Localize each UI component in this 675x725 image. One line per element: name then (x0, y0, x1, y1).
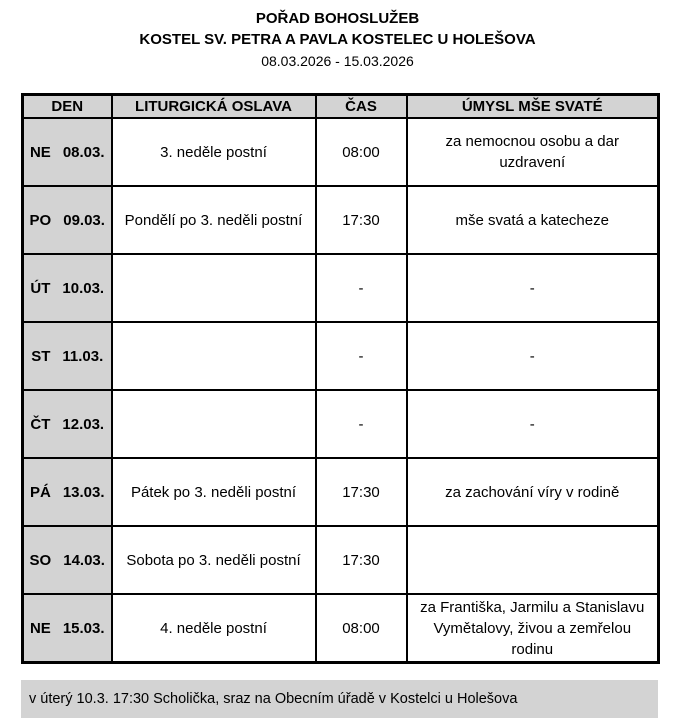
footer-note (21, 680, 658, 718)
day-date: 12.03. (62, 415, 105, 433)
table-row (23, 594, 659, 663)
page-subtitle: KOSTEL SV. PETRA A PAVLA KOSTELEC U HOLEŠOVA (139, 31, 536, 48)
header-row (23, 95, 659, 119)
day-abbrev: PÁ (29, 483, 51, 501)
time-cell: 17:30 (316, 186, 407, 254)
day-abbrev: ÚT (30, 279, 51, 297)
footer-note-text: v úterý 10.3. 17:30 Scholička, sraz na Obecním úřadě v Kostelci u Holešova (29, 691, 518, 707)
document-header (0, 8, 675, 71)
celebration-cell (112, 390, 316, 458)
intention-cell: za Františka, Jarmilu a Stanislavu Vymětalovy, živou a zemřelou rodinu (407, 594, 659, 663)
day-abbrev: ČT (30, 415, 51, 433)
column-header-umysl: ÚMYSL MŠE SVATÉ (407, 95, 659, 119)
day-cell (23, 390, 112, 458)
intention-cell (407, 526, 659, 594)
intention-cell: - (407, 390, 659, 458)
day-abbrev: SO (29, 551, 52, 569)
table-row (23, 322, 659, 390)
schedule-table (21, 93, 660, 664)
day-date: 09.03. (63, 211, 105, 229)
day-cell (23, 186, 112, 254)
time-cell: 08:00 (316, 118, 407, 186)
column-header-cas: ČAS (316, 95, 407, 119)
column-header-liturgicka-oslava: LITURGICKÁ OSLAVA (112, 95, 316, 119)
intention-cell: - (407, 322, 659, 390)
day-date: 08.03. (62, 143, 105, 161)
day-cell (23, 594, 112, 663)
page-title: POŘAD BOHOSLUŽEB (255, 10, 420, 27)
day-cell (23, 254, 112, 322)
celebration-cell: 4. neděle postní (112, 594, 316, 663)
table-row (23, 118, 659, 186)
day-cell (23, 322, 112, 390)
time-cell: 08:00 (316, 594, 407, 663)
day-date: 14.03. (63, 551, 105, 569)
intention-cell: za zachování víry v rodině (407, 458, 659, 526)
intention-cell: za nemocnou osobu a dar uzdravení (407, 118, 659, 186)
celebration-cell: Sobota po 3. neděli postní (112, 526, 316, 594)
time-cell: 17:30 (316, 458, 407, 526)
time-cell: 17:30 (316, 526, 407, 594)
date-range: 08.03.2026 - 15.03.2026 (261, 53, 414, 69)
intention-cell: - (407, 254, 659, 322)
table-row (23, 186, 659, 254)
table-row (23, 458, 659, 526)
table-row (23, 254, 659, 322)
time-cell: - (316, 322, 407, 390)
day-cell (23, 118, 112, 186)
celebration-cell: Pondělí po 3. neděli postní (112, 186, 316, 254)
day-abbrev: NE (29, 143, 51, 161)
day-date: 13.03. (62, 483, 105, 501)
day-abbrev: ST (31, 347, 51, 365)
day-date: 10.03. (62, 279, 105, 297)
day-cell (23, 526, 112, 594)
time-cell: - (316, 390, 407, 458)
celebration-cell: 3. neděle postní (112, 118, 316, 186)
day-date: 15.03. (62, 619, 105, 637)
table-row (23, 390, 659, 458)
celebration-cell: Pátek po 3. neděli postní (112, 458, 316, 526)
table-row (23, 526, 659, 594)
celebration-cell (112, 322, 316, 390)
day-abbrev: PO (29, 211, 52, 229)
day-cell (23, 458, 112, 526)
celebration-cell (112, 254, 316, 322)
intention-cell: mše svatá a katecheze (407, 186, 659, 254)
day-date: 11.03. (62, 347, 104, 365)
column-header-den: DEN (23, 95, 112, 119)
day-abbrev: NE (29, 619, 51, 637)
time-cell: - (316, 254, 407, 322)
